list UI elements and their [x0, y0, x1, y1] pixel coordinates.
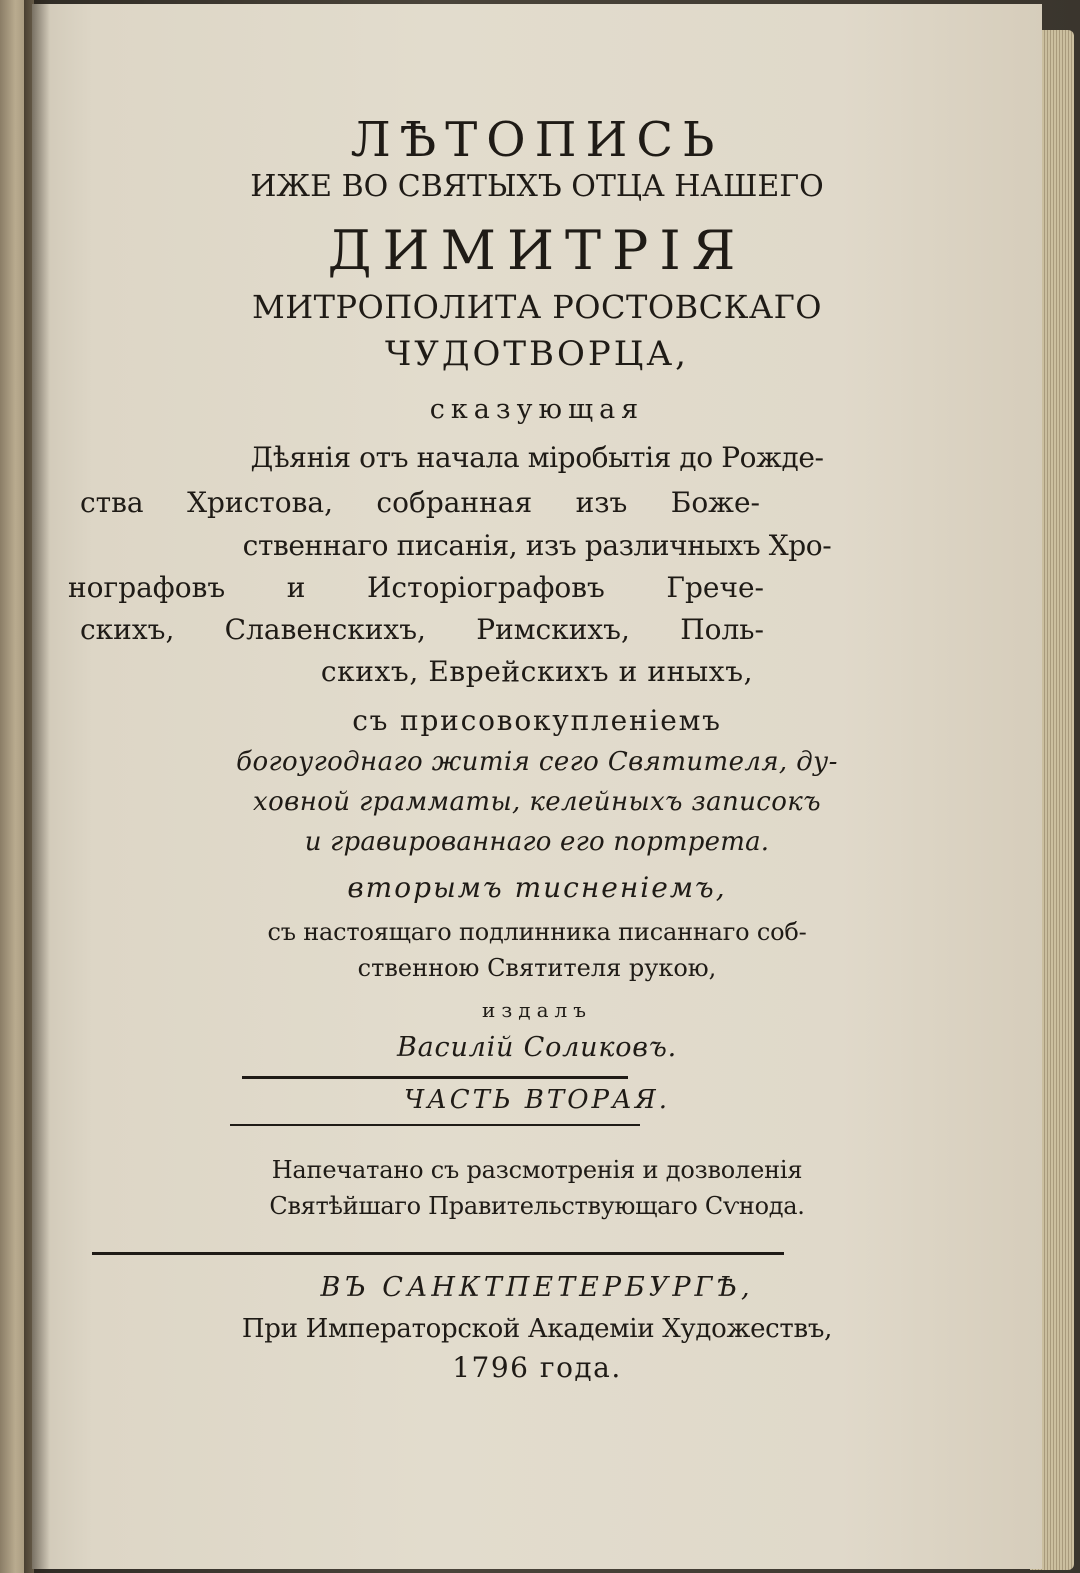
description-line-3: ственнаго писанія, изъ различныхъ Хро-: [242, 529, 832, 562]
source-line-2: ственною Святителя рукою,: [357, 954, 717, 982]
imprint-press: При Императорской Академіи Художествъ,: [241, 1314, 833, 1344]
word: Римскихъ,: [476, 613, 630, 646]
approval-line-1: Напечатано съ разсмотренія и дозволенія: [271, 1156, 803, 1184]
word: собранная: [376, 486, 533, 519]
book-title: ЛѢТОПИСЬ: [350, 112, 724, 168]
imprint-city: ВЪ САНКТПЕТЕРБУРГѢ,: [320, 1272, 754, 1303]
author-name: ДИМИТРІЯ: [327, 219, 747, 282]
word: Христова,: [187, 486, 333, 519]
word: и: [286, 571, 306, 604]
edition-line: вторымъ тисненіемъ,: [347, 871, 727, 904]
imprint-year: 1796 года.: [452, 1351, 622, 1384]
part-label: ЧАСТЬ ВТОРАЯ.: [403, 1085, 671, 1115]
word: Поль-: [680, 613, 764, 646]
word: Исторіографовъ: [367, 571, 605, 604]
title-page: [32, 4, 1042, 1569]
approval-line-2: Святѣйшаго Правительствующаго Сѵнода.: [269, 1192, 805, 1220]
word: Грече-: [666, 571, 764, 604]
attachment-line: съ присовокупленіемъ: [352, 704, 722, 737]
italic-line-2: ховной грамматы, келейныхъ записокъ: [253, 787, 821, 817]
description-line-2: [80, 486, 760, 519]
word: Боже-: [670, 486, 760, 519]
description-line-5: [80, 613, 764, 646]
source-line-1: съ настоящаго подлинника писаннаго соб-: [267, 918, 807, 946]
rule-above-imprint: [92, 1252, 784, 1255]
description-line-6: скихъ, Еврейскихъ и иныхъ,: [320, 655, 754, 688]
description-line-1: Дѣянія отъ начала міробытія до Рожде-: [250, 441, 824, 474]
description-line-4: [68, 571, 764, 604]
subtitle-line: ИЖЕ ВО СВЯТЫХЪ ОТЦА НАШЕГО: [250, 169, 824, 204]
rule-below-part: [230, 1124, 640, 1126]
word: изъ: [575, 486, 628, 519]
author-title-line: МИТРОПОЛИТА РОСТОВСКАГО: [251, 288, 823, 326]
publisher-name: Василій Соликовъ.: [396, 1032, 677, 1063]
rule-above-part: [242, 1076, 628, 1079]
published-by: издалъ: [482, 998, 592, 1022]
word: Славенскихъ,: [224, 613, 426, 646]
italic-line-3: и гравированнаго его портрета.: [304, 827, 770, 857]
word: ства: [80, 486, 144, 519]
spine-shadow: [24, 0, 50, 1573]
word: скихъ,: [80, 613, 175, 646]
author-epithet: ЧУДОТВОРЦА,: [385, 334, 689, 374]
narrating-word: сказующая: [429, 394, 645, 425]
word: нографовъ: [68, 571, 226, 604]
italic-line-1: богоугоднаго житія сего Святителя, ду-: [236, 747, 838, 777]
